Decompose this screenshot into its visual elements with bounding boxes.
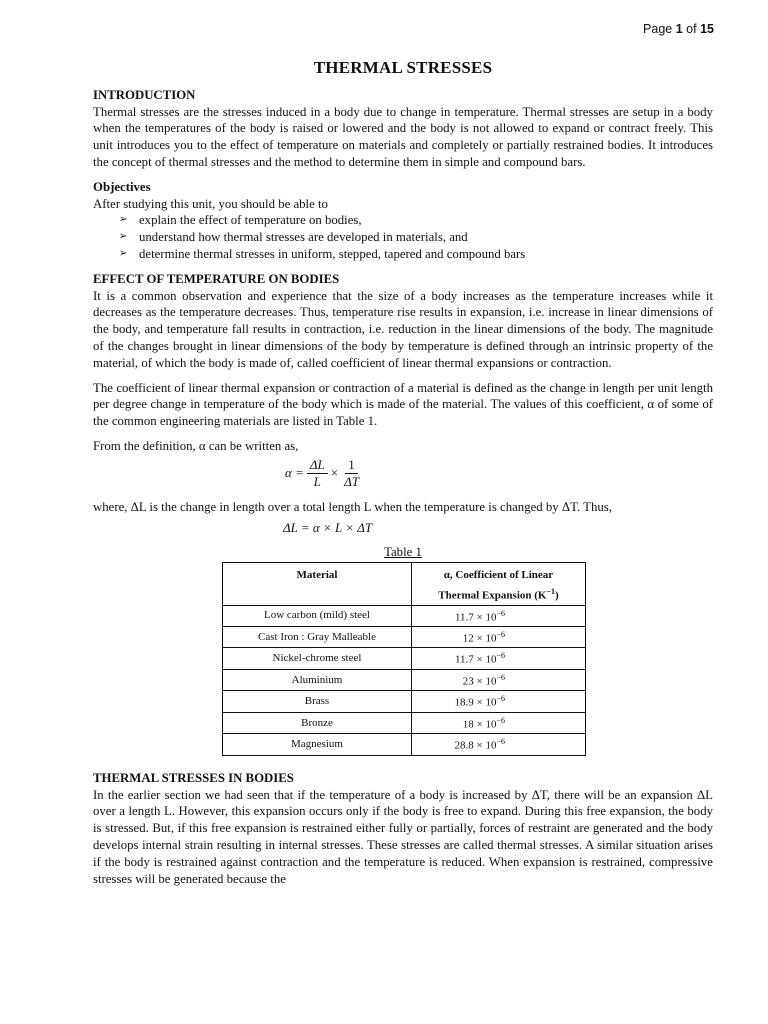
table-caption: Table 1 [384, 544, 422, 559]
eq2-text: ΔL = α × L × ΔT [283, 519, 373, 535]
value-exp: −6 [496, 715, 505, 725]
intro-heading: INTRODUCTION [93, 87, 196, 102]
value-text: 23 × 10 [462, 675, 497, 688]
eq-num-2: 1 [345, 457, 358, 474]
objectives-list [93, 212, 713, 262]
value-exp: −6 [496, 694, 505, 704]
value-text: 18 × 10 [462, 718, 497, 731]
objective-item: ➢ understand how thermal stresses are developed in materials, and [119, 229, 713, 246]
thermal-heading: THERMAL STRESSES IN BODIES [93, 770, 294, 785]
value-cell [412, 648, 586, 669]
effect-para-2: The coefficient of linear thermal expansion or contraction of a material is defined as the change in length per unit length per degree change in temperature of the body which is made of the material. The values of this coefficient, α of some of the common engineering materials are listed in Table 1. [93, 380, 713, 429]
value-text: 28.8 × 10 [454, 739, 497, 752]
page-current: 1 [675, 22, 683, 36]
table-header-row [223, 563, 586, 605]
value-exp: −6 [496, 608, 505, 618]
material-cell: Cast Iron : Gray Malleable [223, 627, 412, 648]
value-cell [412, 734, 586, 755]
document-title: THERMAL STRESSES [313, 58, 493, 77]
col2-end: ) [555, 589, 559, 602]
col2-sup: −1 [546, 587, 556, 597]
material-cell: Magnesium [223, 734, 412, 755]
col-material-header: Material [223, 563, 412, 605]
material-cell: Bronze [223, 712, 412, 733]
col2-line1: α, Coefficient of Linear [443, 569, 554, 582]
eq-times: × [330, 464, 339, 480]
page-total: 15 [700, 22, 714, 36]
eq-den-2: ΔT [344, 473, 359, 489]
value-exp: −6 [496, 630, 505, 640]
value-cell [412, 691, 586, 712]
objectives-lead: After studying this unit, you should be able to [93, 196, 328, 211]
table-row [223, 648, 586, 669]
table-row [223, 627, 586, 648]
effect-heading: EFFECT OF TEMPERATURE ON BODIES [93, 271, 340, 286]
eq-den-1: L [313, 473, 321, 489]
effect-para-3: From the definition, α can be written as, [93, 438, 299, 453]
value-text: 18.9 × 10 [454, 697, 497, 710]
value-cell [412, 712, 586, 733]
value-exp: −6 [496, 672, 505, 682]
eq-lhs: α = [285, 464, 304, 480]
table-row [223, 712, 586, 733]
col-coefficient-header [412, 563, 586, 605]
material-cell: Aluminium [223, 669, 412, 690]
value-exp: −6 [496, 737, 505, 747]
value-text: 12 × 10 [462, 632, 497, 645]
objective-item: ➢ explain the effect of temperature on bodies, [119, 212, 713, 229]
document-body [93, 60, 713, 887]
page-of: of [686, 22, 697, 36]
value-cell [412, 627, 586, 648]
objectives-heading: Objectives [93, 179, 151, 194]
col2-line2: Thermal Expansion (K [438, 589, 547, 602]
value-cell [412, 605, 586, 626]
material-cell: Nickel-chrome steel [223, 648, 412, 669]
material-cell: Brass [223, 691, 412, 712]
page-prefix: Page [643, 22, 673, 36]
table-row [223, 734, 586, 755]
effect-para-1: It is a common observation and experience that the size of a body increases as the temperature increases while it decreases as the temperature decreases. Thus, temperature rise results in expansion, i.e. increase in linear dimensions of the body, and temperature fall results in contraction, i.e. reduction in the linear dimensions of the body. The magnitude of the changes brought in linear dimensions of the body by temperature is defined through an intrinsic property of the material, of which the body is made of, called coefficient of linear thermal expansions or contraction. [93, 288, 713, 370]
objective-item: ➢ determine thermal stresses in uniform, stepped, tapered and compound bars [119, 246, 713, 263]
expansion-table [222, 562, 586, 755]
table-row [223, 691, 586, 712]
thermal-text: In the earlier section we had seen that if the temperature of a body is increased by ΔT, there will be an expansion ΔL over a length L. However, this expansion occurs only if the body is free to expand. During this free expansion, the body is stressed. But, if this free expansion is restrained either fully or partially, forces of restraint are generated and the body develops internal strain resulting in internal stresses. These stresses are called thermal stresses. A similar situation arises if the body is restrained against contraction and the temperature is reduced. When expansion is restrained, compressive stresses will be generated because the [93, 787, 713, 886]
fraction-1-over-dt [341, 457, 362, 490]
effect-para-4: where, ΔL is the change in length over a total length L when the temperature is changed by ΔT. Thus, [93, 499, 612, 514]
table-row [223, 605, 586, 626]
value-exp: −6 [496, 651, 505, 661]
table-row [223, 669, 586, 690]
value-cell [412, 669, 586, 690]
page-number [643, 22, 714, 36]
fraction-dl-over-l [307, 457, 328, 490]
value-text: 11.7 × 10 [454, 611, 497, 624]
delta-l-equation [93, 520, 713, 540]
value-text: 11.7 × 10 [454, 654, 497, 667]
material-cell: Low carbon (mild) steel [223, 605, 412, 626]
intro-text: Thermal stresses are the stresses induced in a body due to change in temperature. Thermal stresses are setup in a body when the temperatures of the body is raised or lowered and the body is not allowed to expand or contract freely. This unit introduces you to the effect of temperature on materials and completely or partially restrained bodies. It introduces the concept of thermal stresses and the method to determine them in simple and compound bars. [93, 104, 713, 169]
alpha-equation [93, 457, 713, 495]
eq-num-1: ΔL [307, 457, 328, 474]
